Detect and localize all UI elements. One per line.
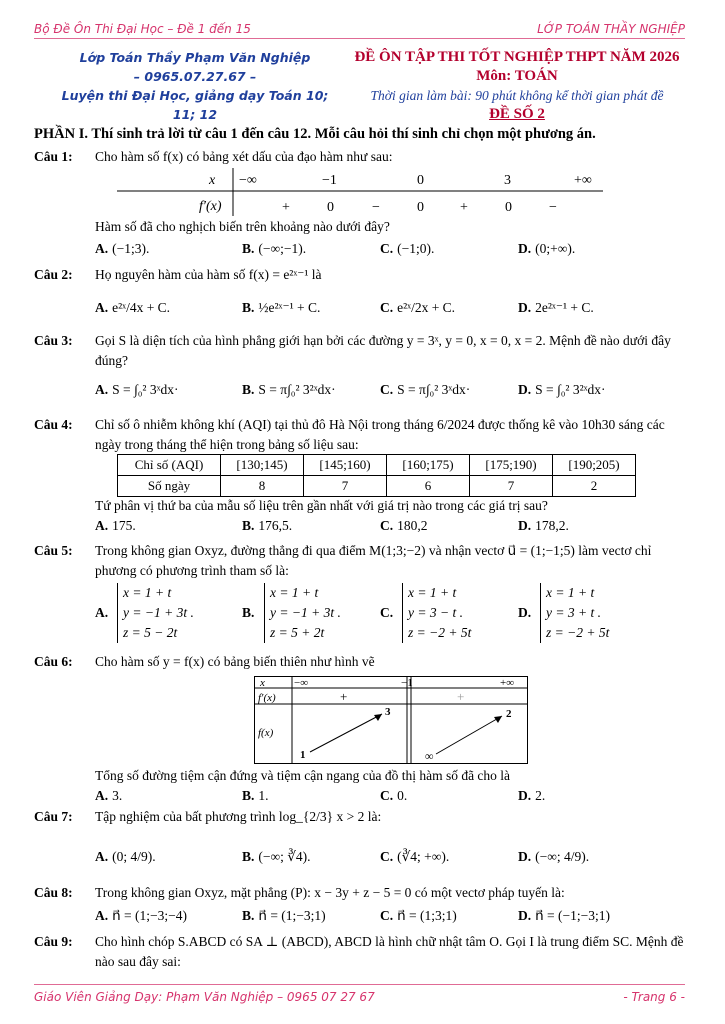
option-d[interactable]: D. n⃗ = (−1;−3;1) bbox=[518, 908, 611, 923]
teacher-phone: – 0965.07.27.67 – bbox=[133, 69, 257, 84]
sign: 0 bbox=[505, 200, 512, 215]
option-a[interactable]: A. (0; 4/9). bbox=[95, 849, 156, 864]
x-label: x bbox=[260, 677, 265, 689]
question-stem: Cho hàm số f(x) có bảng xét dấu của đạo hàm như sau: bbox=[95, 149, 393, 164]
option-c[interactable]: C. n⃗ = (1;3;1) bbox=[380, 908, 457, 923]
option-b[interactable]: B. 176,5. bbox=[242, 518, 293, 533]
variation-table bbox=[254, 676, 528, 764]
option-c[interactable]: C. S = π∫₀² 3ˣdx· bbox=[380, 382, 471, 397]
option-a[interactable]: A. e²ˣ/4x + C. bbox=[95, 300, 171, 315]
option-c[interactable]: C. x = 1 + t y = 3 − t . z = −2 + 5t bbox=[380, 583, 397, 603]
option-a[interactable]: A. n⃗ = (1;−3;−4) bbox=[95, 908, 188, 923]
exam-subject: Môn: TOÁN bbox=[476, 68, 558, 84]
header-class: LỚP TOÁN THẦY NGHIỆP bbox=[537, 22, 685, 36]
table-cell: [190;205) bbox=[553, 455, 636, 476]
question-stem: Chỉ số ô nhiễm không khí (AQI) tại thủ đô Hà Nội trong tháng 6/2024 được thống kê vào 10h30 sáng các ngày trong tháng thể hiện trong bảng số liệu sau: bbox=[95, 417, 665, 452]
question-stem: Cho hình chóp S.ABCD có SA ⊥ (ABCD), ABCD là hình chữ nhật tâm O. Gọi I là trung điểm SC. Mệnh đề nào sau đây sai: bbox=[95, 934, 684, 969]
teacher-name: Lớp Toán Thầy Phạm Văn Nghiệp bbox=[79, 50, 311, 65]
derivative-label: f′(x) bbox=[199, 199, 222, 214]
question-label: Câu 3: bbox=[34, 333, 73, 348]
table-cell: 2 bbox=[553, 476, 636, 497]
question-label: Câu 7: bbox=[34, 809, 73, 824]
option-a[interactable]: A. S = ∫₀² 3ˣdx· bbox=[95, 382, 179, 397]
question-label: Câu 9: bbox=[34, 934, 73, 949]
exam-code: ĐỀ SỐ 2 bbox=[489, 106, 545, 122]
question-prompt: Tổng số đường tiệm cận đứng và tiệm cận ngang của đồ thị hàm số đã cho là bbox=[95, 768, 511, 783]
question-2 bbox=[34, 265, 694, 287]
footer-teacher: Giáo Viên Giảng Dạy: Phạm Văn Nghiệp – 0965 07 27 67 bbox=[34, 990, 375, 1004]
question-stem: Trong không gian Oxyz, đường thẳng đi qua điểm M(1;3;−2) và nhận vectơ u⃗ = (1;−1;5) làm vectơ chỉ phương có phương trình tham số là: bbox=[95, 543, 652, 578]
option-a[interactable]: A. x = 1 + t y = −1 + 3t . z = 5 − 2t bbox=[95, 583, 112, 603]
derivative-label: f′(x) bbox=[258, 692, 276, 704]
f-value: ∞ bbox=[425, 749, 434, 763]
question-3 bbox=[34, 331, 694, 373]
x-value: −∞ bbox=[239, 173, 257, 188]
option-b[interactable]: B. (−∞; ∛4). bbox=[242, 849, 311, 864]
aqi-table bbox=[117, 454, 636, 497]
header-series: Bộ Đề Ôn Thi Đại Học – Đề 1 đến 15 bbox=[34, 22, 251, 36]
question-stem: Cho hàm số y = f(x) có bảng biến thiên như hình vẽ bbox=[95, 654, 375, 669]
table-cell: 7 bbox=[304, 476, 387, 497]
question-prompt: Hàm số đã cho nghịch biến trên khoảng nào dưới đây? bbox=[95, 219, 390, 234]
sign: 0 bbox=[417, 200, 424, 215]
x-label: x bbox=[209, 173, 216, 188]
option-c[interactable]: C. 180,2 bbox=[380, 518, 428, 533]
f-value: 1 bbox=[300, 749, 306, 761]
option-b[interactable]: B. ½e²ˣ⁻¹ + C. bbox=[242, 300, 321, 315]
option-a[interactable]: A. 3. bbox=[95, 788, 123, 803]
sign-table bbox=[117, 166, 603, 218]
question-stem: Họ nguyên hàm của hàm số f(x) = e²ˣ⁻¹ là bbox=[95, 267, 322, 282]
option-d[interactable]: D. 178,2. bbox=[518, 518, 569, 533]
sign: + bbox=[282, 200, 290, 215]
teacher-desc: Luyện thi Đại Học, giảng dạy Toán 10; 11; 12 bbox=[61, 88, 329, 122]
row-header: Chỉ số (AQI) bbox=[118, 455, 221, 476]
x-value: −∞ bbox=[294, 677, 309, 689]
option-b[interactable]: B. n⃗ = (1;−3;1) bbox=[242, 908, 326, 923]
option-d[interactable]: D. S = ∫₀² 3²ˣdx· bbox=[518, 382, 606, 397]
sign: + bbox=[460, 200, 468, 215]
x-value: 0 bbox=[417, 173, 424, 188]
option-c[interactable]: C. e²ˣ/2x + C. bbox=[380, 300, 456, 315]
option-a[interactable]: A. 175. bbox=[95, 518, 136, 533]
option-c[interactable]: C. 0. bbox=[380, 788, 408, 803]
page-header bbox=[34, 18, 685, 39]
option-b[interactable]: B. 1. bbox=[242, 788, 269, 803]
table-row bbox=[118, 455, 636, 476]
table-cell: 6 bbox=[387, 476, 470, 497]
exam-time: Thời gian làm bài: 90 phút không kể thời gian phát đề bbox=[370, 88, 664, 103]
row-header: Số ngày bbox=[118, 476, 221, 497]
question-9 bbox=[34, 932, 694, 974]
option-b[interactable]: B. S = π∫₀² 3²ˣdx· bbox=[242, 382, 336, 397]
option-c[interactable]: C. (∛4; +∞). bbox=[380, 849, 450, 864]
teacher-block bbox=[60, 48, 330, 124]
part-heading: PHẦN I. Thí sinh trả lời từ câu 1 đến câu 12. Mỗi câu hỏi thí sinh chỉ chọn một phương án. bbox=[34, 126, 596, 142]
table-cell: [160;175) bbox=[387, 455, 470, 476]
f-value: 2 bbox=[506, 708, 512, 720]
option-d[interactable]: D. 2. bbox=[518, 788, 546, 803]
question-label: Câu 6: bbox=[34, 654, 73, 669]
question-stem: Trong không gian Oxyz, mặt phẳng (P): x − 3y + z − 5 = 0 có một vectơ pháp tuyến là: bbox=[95, 885, 565, 900]
page-footer bbox=[34, 984, 685, 1007]
f-value: 3 bbox=[385, 706, 391, 718]
table-cell: [175;190) bbox=[470, 455, 553, 476]
sign: − bbox=[372, 200, 380, 215]
option-b[interactable]: B. x = 1 + t y = −1 + 3t . z = 5 + 2t bbox=[242, 583, 258, 603]
option-d[interactable]: D. (0;+∞). bbox=[518, 241, 576, 256]
question-stem: Gọi S là diện tích của hình phẳng giới hạn bởi các đường y = 3ˣ, y = 0, x = 0, x = 2. Mệnh đề nào dưới đây đúng? bbox=[95, 333, 671, 368]
option-d[interactable]: D. x = 1 + t y = 3 + t . z = −2 + 5t bbox=[518, 583, 535, 603]
question-label: Câu 1: bbox=[34, 149, 73, 164]
question-label: Câu 8: bbox=[34, 885, 73, 900]
question-stem: Tập nghiệm của bất phương trình log_{2/3} x > 2 là: bbox=[95, 809, 382, 824]
sign: 0 bbox=[327, 200, 334, 215]
question-6 bbox=[34, 652, 694, 674]
question-label: Câu 5: bbox=[34, 543, 73, 558]
x-value: +∞ bbox=[574, 173, 592, 188]
x-value: −1 bbox=[401, 677, 413, 689]
table-row bbox=[118, 476, 636, 497]
table-cell: 7 bbox=[470, 476, 553, 497]
x-value: +∞ bbox=[500, 677, 515, 689]
sign: + bbox=[340, 689, 348, 704]
option-d[interactable]: D. (−∞; 4/9). bbox=[518, 849, 590, 864]
question-5 bbox=[34, 541, 694, 583]
question-7 bbox=[34, 807, 694, 829]
x-value: 3 bbox=[504, 173, 511, 188]
question-label: Câu 4: bbox=[34, 417, 73, 432]
table-cell: [130;145) bbox=[221, 455, 304, 476]
exam-title: ĐỀ ÔN TẬP THI TỐT NGHIỆP THPT NĂM 2026 bbox=[354, 49, 680, 65]
question-8 bbox=[34, 883, 694, 905]
option-b[interactable]: B. (−∞;−1). bbox=[242, 241, 307, 256]
table-cell: 8 bbox=[221, 476, 304, 497]
function-label: f(x) bbox=[258, 727, 274, 739]
sign: − bbox=[549, 200, 557, 215]
option-c[interactable]: C. (−1;0). bbox=[380, 241, 435, 256]
question-label: Câu 2: bbox=[34, 267, 73, 282]
option-a[interactable]: A. (−1;3). bbox=[95, 241, 150, 256]
x-value: −1 bbox=[322, 173, 337, 188]
question-4 bbox=[34, 415, 694, 457]
question-prompt: Tứ phân vị thứ ba của mẫu số liệu trên gần nhất với giá trị nào trong các giá trị sau? bbox=[95, 498, 548, 513]
option-d[interactable]: D. 2e²ˣ⁻¹ + C. bbox=[518, 300, 594, 315]
sign: + bbox=[457, 689, 465, 704]
table-cell: [145;160) bbox=[304, 455, 387, 476]
exam-title-block bbox=[332, 48, 702, 124]
page-number: - Trang 6 - bbox=[623, 990, 685, 1004]
